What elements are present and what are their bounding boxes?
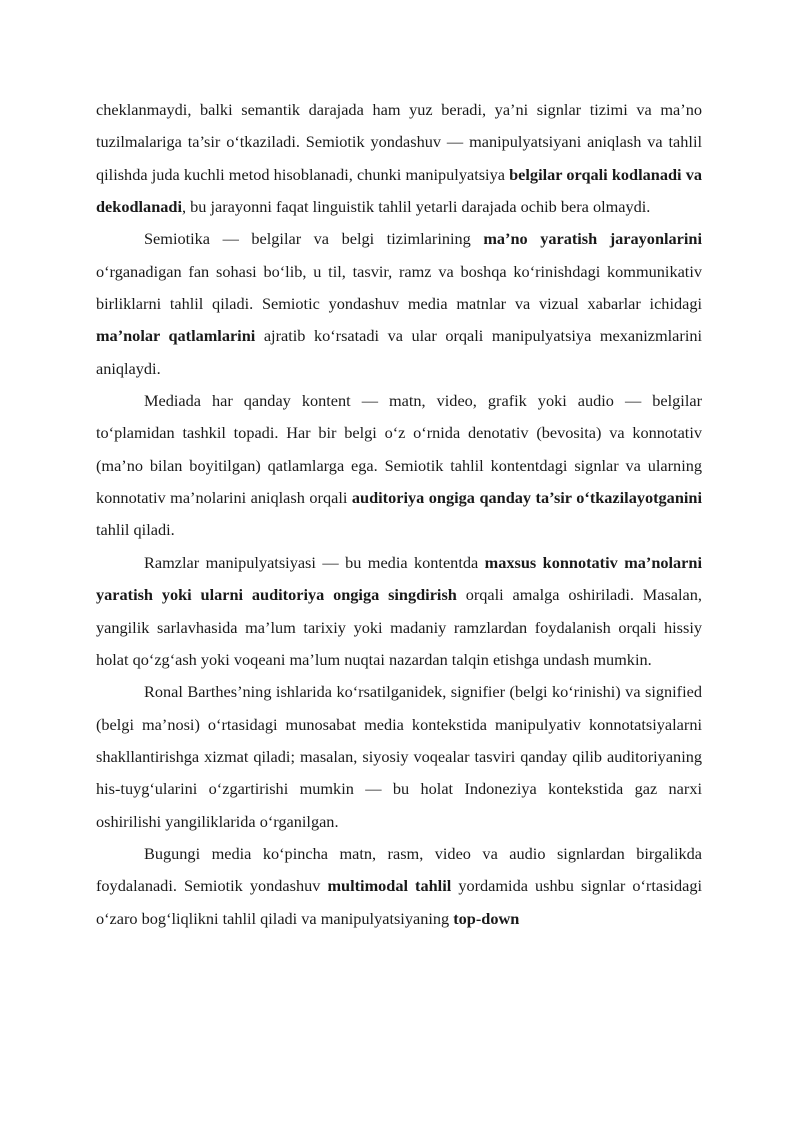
paragraph	[96, 223, 702, 385]
bold-phrase: belgilar orqali kodlanadi va dekodlanadi	[96, 164, 702, 217]
paragraph-text: yordamida ushbu signlar o‘rtasidagi o‘zaro bog‘liqlikni tahlil qiladi va manipulyatsiyaning	[96, 876, 702, 928]
document-page	[96, 94, 702, 935]
bold-phrase: maxsus konnotativ ma’nolarni yaratish yoki ularni auditoriya ongiga singdirish	[96, 552, 702, 605]
paragraph-text: Ronal Barthes’ning ishlarida ko‘rsatilganidek, signifier (belgi ko‘rinishi) va signified (belgi ma’nosi) o‘rtasidagi munosabat media kontekstida manipulyativ konnotatsiyalarni shakllantirishga xizmat qiladi; masalan, siyosiy voqealar tasviri qanday qilib auditoriyaning his-tuyg‘ularini o‘zgartirishi mumkin — bu holat Indoneziya kontekstida gaz narxi oshirilishi yangiliklarida o‘rganilgan.	[96, 682, 702, 831]
bold-phrase: auditoriya ongiga qanday ta’sir o‘tkazilayotganini	[351, 488, 702, 508]
paragraph-text: tahlil qiladi.	[96, 520, 175, 540]
paragraph-text: o‘rganadigan fan sohasi bo‘lib, u til, tasvir, ramz va boshqa ko‘rinishdagi kommunikativ birliklarni tahlil qiladi. Semiotic yondashuv media matnlar va vizual xabarlar ichidagi	[96, 261, 702, 314]
paragraph	[96, 547, 702, 676]
paragraph-text: cheklanmaydi, balki semantik darajada ham yuz beradi, ya’ni signlar tizimi va ma’no tuzilmalariga ta’sir o‘tkaziladi. Semiotik yondashuv — manipulyatsiyani aniqlash va tahlil qilishda juda kuchli metod hisoblanadi, chunki manipulyatsiya	[96, 100, 702, 184]
bold-phrase: top-down	[453, 908, 520, 928]
paragraph	[96, 676, 702, 838]
paragraph-text: Ramzlar manipulyatsiyasi — bu media kontentda	[144, 552, 485, 572]
paragraph	[96, 838, 702, 935]
paragraph-text: Bugungi media ko‘pincha matn, rasm, video va audio signlardan birgalikda foydalanadi. Semiotik yondashuv	[96, 843, 702, 896]
paragraph-text: Semiotika — belgilar va belgi tizimlarining	[144, 229, 484, 249]
paragraph-text: Mediada har qanday kontent — matn, video, grafik yoki audio — belgilar to‘plamidan tashkil topadi. Har bir belgi o‘z o‘rnida denotativ (bevosita) va konnotativ (ma’no bilan boyitilgan) qatlamlarga ega. Semiotik tahlil kontentdagi signlar va ularning konnotativ ma’nolarini aniqlash orqali	[96, 391, 702, 508]
paragraph	[96, 385, 702, 547]
paragraph-text: ajratib ko‘rsatadi va ular orqali manipulyatsiya mexanizmlarini aniqlaydi.	[96, 326, 703, 378]
bold-phrase: multimodal tahlil	[327, 876, 452, 896]
paragraph	[96, 94, 702, 223]
bold-phrase: ma’nolar qatlamlarini	[96, 326, 256, 346]
paragraph-text: orqali amalga oshiriladi. Masalan, yangilik sarlavhasida ma’lum tarixiy yoki madaniy ramzlardan foydalanish orqali hissiy holat qo‘zg‘ash yoki voqeani ma’lum nuqtai nazardan talqin etishga undash mumkin.	[96, 585, 702, 669]
bold-phrase: ma’no yaratish jarayonlarini	[483, 229, 702, 249]
paragraph-text: , bu jarayonni faqat linguistik tahlil yetarli darajada ochib bera olmaydi.	[181, 197, 651, 217]
